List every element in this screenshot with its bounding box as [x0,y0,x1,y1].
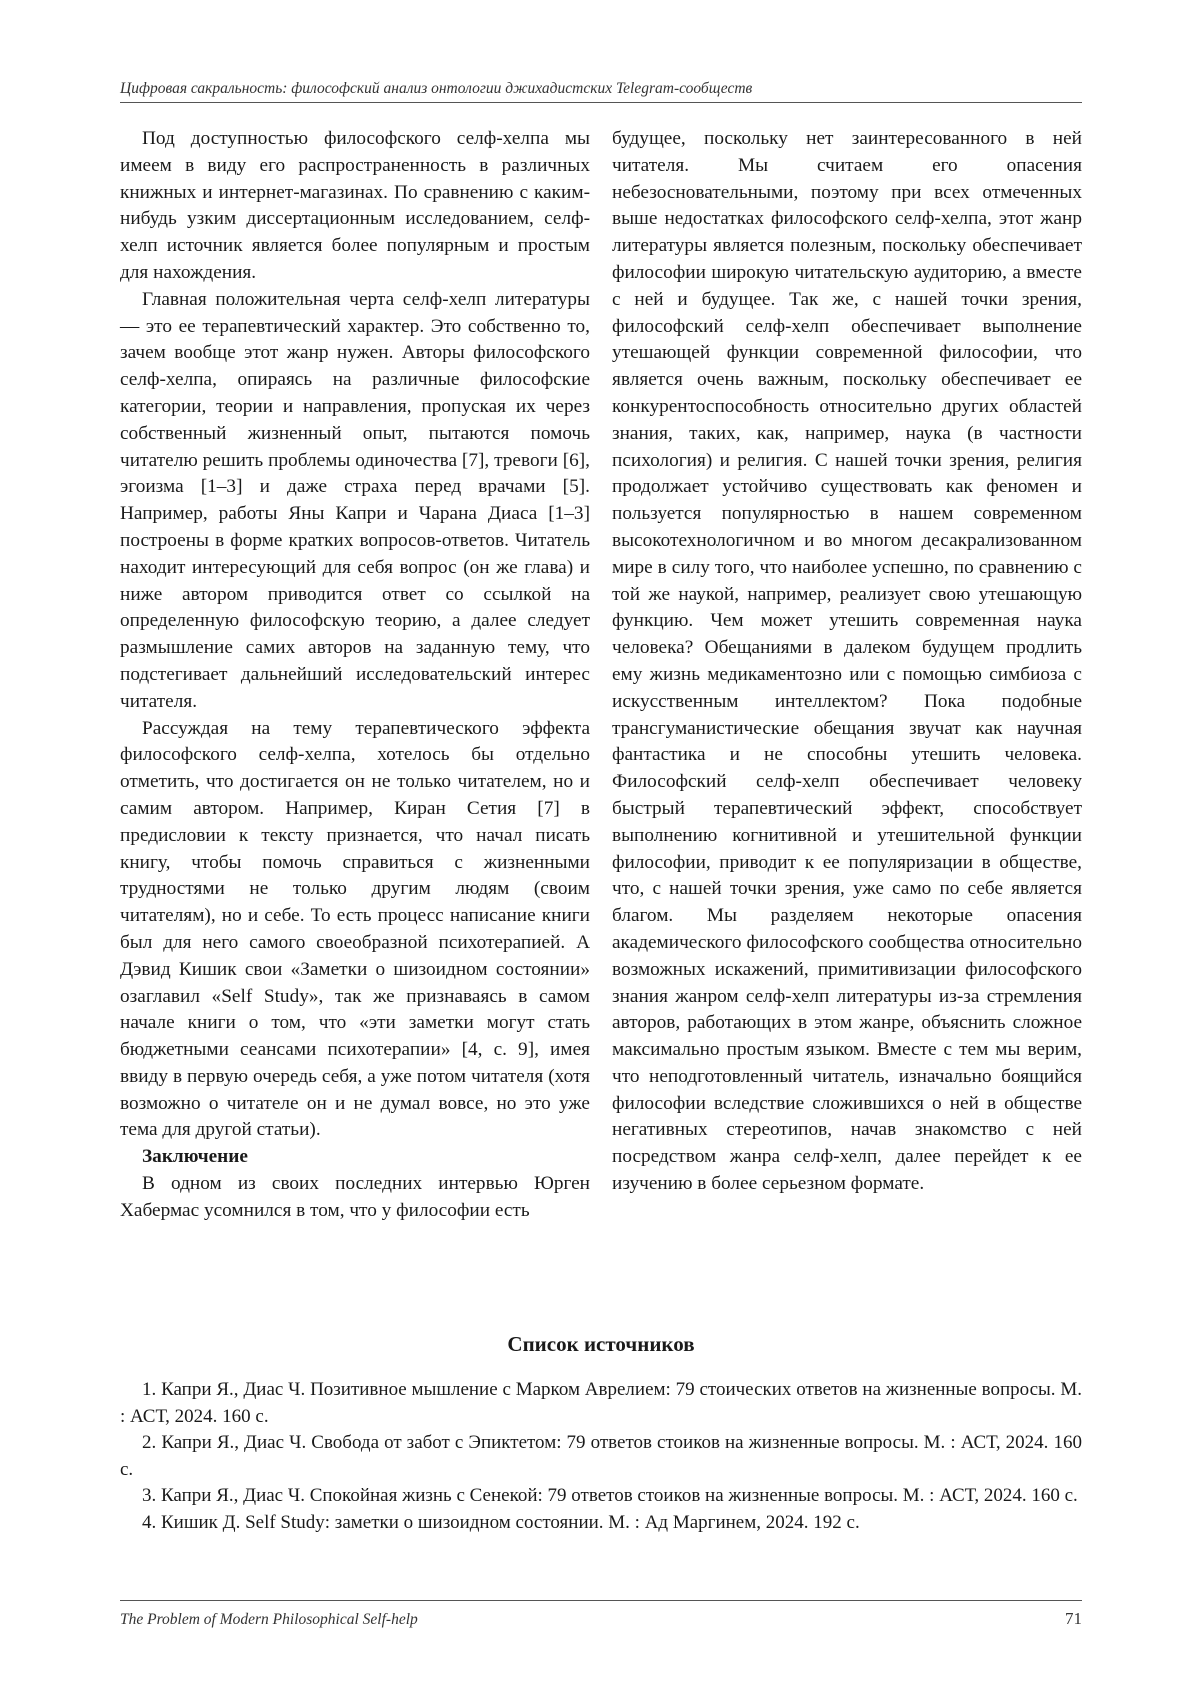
reference-item: 1. Капри Я., Диас Ч. Позитивное мышление с Марком Аврелием: 79 стоических ответов на жизненные вопросы. М. : АСТ, 2024. 160 с. [120,1379,1082,1427]
reference-item: 3. Капри Я., Диас Ч. Спокойная жизнь с Сенекой: 79 ответов стоиков на жизненные вопросы. М. : АСТ, 2024. 160 с. [142,1485,1078,1506]
page-footer [120,1600,1082,1629]
paragraph: В одном из своих последних интервью Юрген Хабермас усомнился в том, что у философии есть [120,1173,590,1221]
running-header: Цифровая сакральность: философский анализ онтологии джихадистских Telegram-сообществ [120,80,1082,103]
right-column [612,126,1082,1225]
references-title: Список источников [507,1332,695,1356]
paragraph: Рассуждая на тему терапевтического эффекта философского селф-хелпа, хотелось бы отдельно отметить, что достигается он не только читателем, но и самим автором. Например, Киран Сетия [7] в предисловии к тексту признается, что начал писать книгу, чтобы помочь справиться с жизненными трудностями не только другим людям (своим читателям), но и себе. То есть процесс написание книги был для него самого своеобразной психотерапией. А Дэвид Кишик свои «Заметки о шизоидном состоянии» озаглавил «Self Study», так же признаваясь в самом начале книги о том, что «эти заметки могут стать бюджетными сеансами психотерапии» [4, с. 9], имея ввиду в первую очередь себя, а уже потом читателя (хотя возможно о читателе он и не думал вовсе, но это уже тема для другой статьи). [120,717,590,1141]
left-column [120,126,590,1225]
journal-title: The Problem of Modern Philosophical Self-help [120,1611,418,1628]
reference-item: 4. Кишик Д. Self Study: заметки о шизоидном состоянии. М. : Ад Маргинем, 2024. 192 с. [142,1511,860,1533]
paragraph: будущее, поскольку нет заинтересованного в ней читателя. Мы считаем его опасения небезосновательными, поэтому при всех отмеченных выше недостатках философского селф-хелпа, этот жанр литературы является полезным, поскольку обеспечивает философии широкую читательскую аудиторию, а вместе с ней и будущее. Так же, с нашей точки зрения, философский селф-хелп обеспечивает выполнение утешающей функции современной философии, что является очень важным, поскольку обеспечивает ее конкурентоспособность относительно других областей знания, таких, как, например, наука (в частности психология) и религия. С нашей точки зрения, религия продолжает устойчиво существовать как феномен и пользуется популярностью в нашем современном высокотехнологичном и во многом десакрализованном мире в силу того, что наиболее успешно, по сравнению с той же наукой, например, реализует свою утешающую функцию. Чем может утешить современная наука человека? Обещаниями в далеком будущем продлить ему жизнь медикаментозно или с помощью симбиоза с искусственным интеллектом? Пока подобные трансгуманистические обещания звучат как научная фантастика и не способны утешить человека. Философский селф-хелп обеспечивает человеку быстрый терапевтический эффект, способствует выполнению когнитивной и утешительной функции философии, приводит к ее популяризации в обществе, что, с нашей точки зрения, уже само по себе является благом. Мы разделяем некоторые опасения академического философского сообщества относительно возможных искажений, примитивизации философского знания жанром селф-хелп литературы из-за стремления авторов, работающих в этом жанре, объяснить сложное максимально простым языком. Вместе с тем мы верим, что неподготовленный читатель, изначально боящийся философии вследствие сложившихся о ней в обществе негативных стереотипов, начав знакомство с ней посредством жанра селф-хелп, далее перейдет к ее изучению в более серьезном формате. [612,128,1082,1195]
paragraph: Под доступностью философского селф-хелпа мы имеем в виду его распространенность в различных книжных и интернет-магазинах. По сравнению с каким-нибудь узким диссертационным исследованием, селф-хелп источник является более популярным и простым для нахождения. [120,128,590,283]
references-list [120,1377,1082,1536]
body-columns [120,126,1082,1225]
paragraph: Главная положительная черта селф-хелп литературы — это ее терапевтический характер. Это собственно то, зачем вообще этот жанр нужен. Авторы философского селф-хелпа, опираясь на различные философские категории, теории и направления, пропуская их через собственный жизненный опыт, пытаются помочь читателю решить проблемы одиночества [7], тревоги [6], эгоизма [1–3] и даже страха перед врачами [5]. Например, работы Яны Капри и Чарана Диаса [1–3] построены в форме кратких вопросов-ответов. Читатель находит интересующий для себя вопрос (он же глава) и ниже автором приводится ответ со ссылкой на определенную философскую теорию, а далее следует размышление самих авторов на заданную тему, что подстегивает дальнейший исследовательский интерес читателя. [120,288,590,712]
conclusion-heading: Заключение [142,1146,248,1168]
reference-item: 2. Капри Я., Диас Ч. Свобода от забот с Эпиктетом: 79 ответов стоиков на жизненные вопросы. М. : АСТ, 2024. 160 с. [120,1432,1082,1480]
page-number: 71 [1065,1609,1082,1628]
